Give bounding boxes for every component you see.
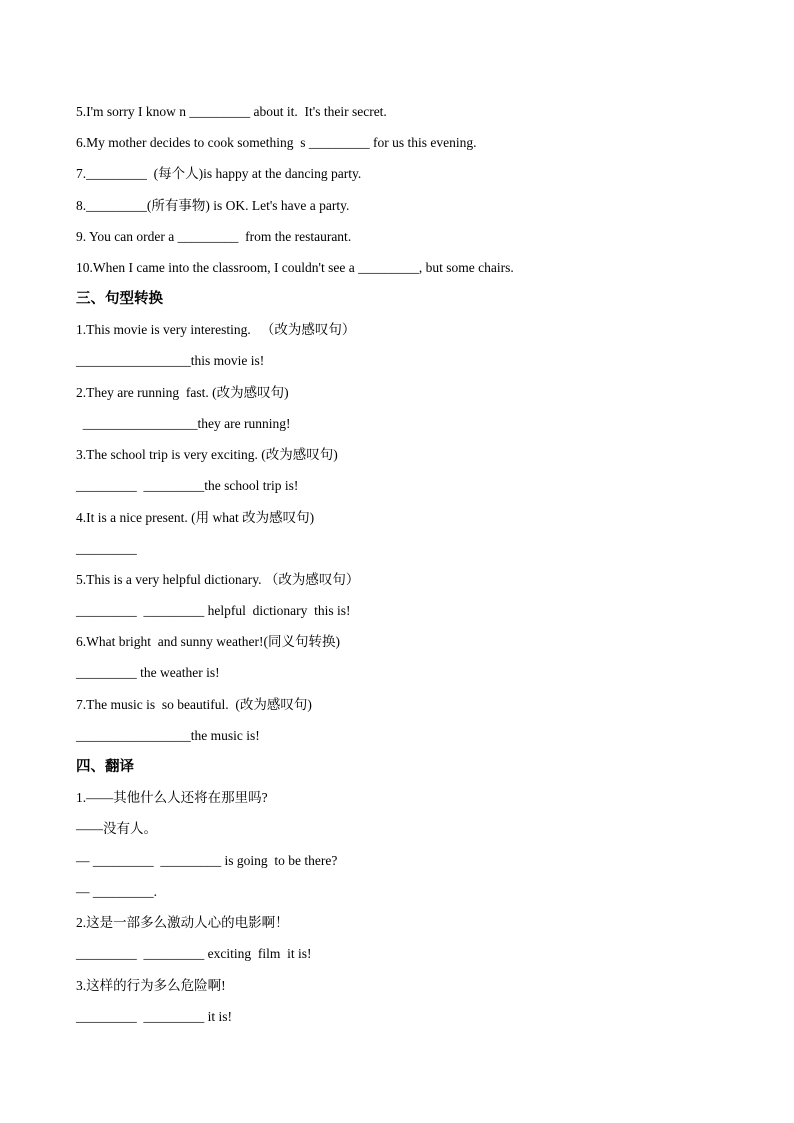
transform-answer-5: _________ _________ helpful dictionary this is! — [76, 603, 351, 618]
fill-item-5: 5.I'm sorry I know n _________ about it. It's their secret. — [76, 104, 387, 119]
transform-answer-7: _________________the music is! — [76, 728, 260, 743]
transform-question-6: 6.What bright and sunny weather!(同义句转换) — [76, 634, 340, 649]
fill-item-6: 6.My mother decides to cook something s _________ for us this evening. — [76, 135, 477, 150]
section-heading-translate: 四、翻译 — [76, 759, 134, 775]
fill-item-7: 7._________ (每个人)is happy at the dancing party. — [76, 166, 362, 181]
translate-question-1: 1.——其他什么人还将在那里吗? — [76, 790, 268, 805]
translate-answer-2: _________ _________ exciting film it is! — [76, 946, 312, 961]
fill-item-10: 10.When I came into the classroom, I couldn't see a _________, but some chairs. — [76, 260, 514, 275]
fill-item-8: 8._________(所有事物) is OK. Let's have a party. — [76, 198, 350, 213]
transform-question-1: 1.This movie is very interesting. （改为感叹句） — [76, 322, 356, 337]
transform-question-7: 7.The music is so beautiful. (改为感叹句) — [76, 697, 312, 712]
transform-answer-2: _________________they are running! — [76, 416, 291, 431]
translate-question-2: 2.这是一部多么激动人心的电影啊！ — [76, 915, 289, 930]
transform-answer-3: _________ _________the school trip is! — [76, 478, 299, 493]
transform-question-5: 5.This is a very helpful dictionary. （改为感叹句） — [76, 572, 360, 587]
section-heading-transform: 三、句型转换 — [76, 291, 163, 307]
translate-question-1-reply: ——没有人。 — [76, 821, 157, 836]
transform-answer-6: _________ the weather is! — [76, 665, 220, 680]
fill-item-9: 9. You can order a _________ from the restaurant. — [76, 229, 352, 244]
transform-question-2: 2.They are running fast. (改为感叹句) — [76, 385, 289, 400]
transform-question-3: 3.The school trip is very exciting. (改为感叹句) — [76, 447, 338, 462]
translate-answer-1b: — _________. — [76, 884, 157, 899]
transform-answer-4: _________ — [76, 541, 137, 556]
translate-question-3: 3.这样的行为多么危险啊! — [76, 978, 226, 993]
translate-answer-3: _________ _________ it is! — [76, 1009, 233, 1024]
transform-answer-1: _________________this movie is! — [76, 353, 265, 368]
translate-answer-1a: — _________ _________ is going to be there? — [76, 853, 338, 868]
transform-question-4: 4.It is a nice present. (用 what 改为感叹句) — [76, 510, 315, 525]
